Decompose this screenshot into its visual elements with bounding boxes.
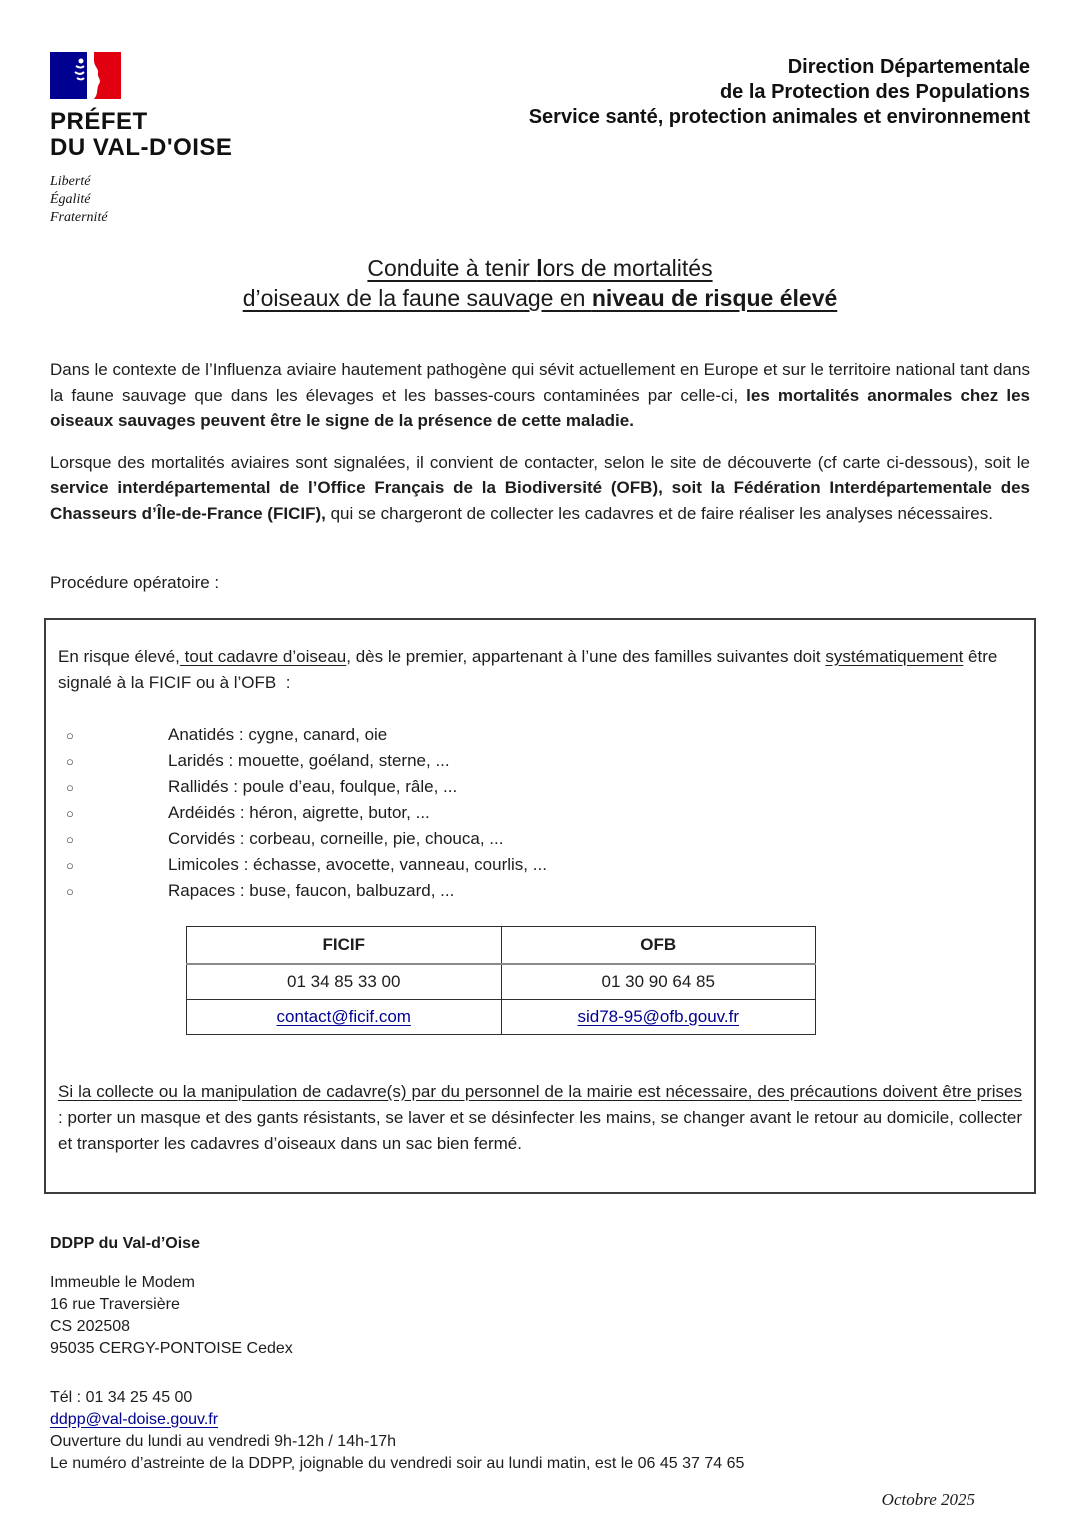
table-email-row <box>187 999 816 1034</box>
list-item-rallides: ○ Rallidés : poule d’eau, foulque, râle, ... <box>58 774 1022 800</box>
org-line-2: de la Protection des Populations <box>719 81 1030 103</box>
prefecture-logo-block <box>50 52 232 227</box>
org-line-1: Direction Départementale <box>787 56 1030 78</box>
context-paragraph: Dans le contexte de l’Influenza aviaire hautement pathogène qui sévit actuellement en Europe et sur le territoire national tant dans la faune sauvage que dans les élevages et les basses-cours contaminées par celle-ci, les mortalités anormales chez les oiseaux sauvages peuvent être le signe de la présence de cette maladie. <box>50 360 1030 430</box>
procedure-box <box>44 618 1036 1194</box>
footer-astreinte: Le numéro d’astreinte de la DDPP, joignable du vendredi soir au lundi matin, est le 06 45 37 74 65 <box>50 1454 745 1472</box>
table-phone-row <box>187 964 816 999</box>
address-line-city: 95035 CERGY-PONTOISE Cedex <box>50 1339 293 1357</box>
address-line-cs: CS 202508 <box>50 1317 131 1335</box>
ofb-phone: 01 30 90 64 85 <box>501 964 816 999</box>
contact-instruction-paragraph: Lorsque des mortalités aviaires sont signalées, il convient de contacter, selon le site de découverte (cf carte ci-dessous), soit le service interdépartemental de l’Office Français de la Biodiversité (OFB), soit la Fédération Interdépartementale des Chasseurs d’Île-de-France (FICIF), qui se chargeront de collecter les cadavres et de faire réaliser les analyses nécessaires. <box>50 452 1030 523</box>
motto-fraternite: Fraternité <box>50 210 108 225</box>
french-flag-marianne-icon <box>50 52 124 100</box>
precautions-paragraph: Si la collecte ou la manipulation de cadavre(s) par du personnel de la mairie est nécessaire, des précautions doivent être prises : porter un masque et des gants résistants, se laver et se désinfecter les mains, se changer avant le retour au domicile, collecter et transporter les cadavres d’oiseaux dans un sac bien fermé. <box>58 1081 1022 1153</box>
footer-org-name: DDPP du Val-d’Oise <box>50 1234 200 1252</box>
document-title <box>50 253 1030 313</box>
procedure-label: Procédure opératoire : <box>50 573 220 592</box>
address-line-street: 16 rue Traversière <box>50 1295 180 1313</box>
list-item-corvides: ○ Corvidés : corbeau, corneille, pie, chouca, ... <box>58 826 1022 852</box>
prefecture-name-line2: DU VAL-D'OISE <box>50 134 233 161</box>
table-header-ofb: OFB <box>501 926 816 964</box>
title-line-1: Conduite à tenir lors de mortalités <box>367 255 713 281</box>
bird-families-list <box>58 722 1022 904</box>
contact-table <box>186 926 816 1035</box>
list-item-rapaces: ○ Rapaces : buse, faucon, balbuzard, ... <box>58 878 1022 904</box>
document-date: Octobre 2025 <box>881 1490 975 1509</box>
table-header-ficif: FICIF <box>187 926 502 964</box>
org-line-3: Service santé, protection animales et environnement <box>528 106 1030 128</box>
document-header <box>50 0 1030 227</box>
list-item-larides: ○ Laridés : mouette, goéland, sterne, ... <box>58 748 1022 774</box>
table-header-row <box>187 926 816 964</box>
footer-phone: Tél : 01 34 25 45 00 <box>50 1388 193 1406</box>
footer-block <box>50 1235 1030 1475</box>
ficif-email-link[interactable]: contact@ficif.com <box>276 1006 411 1026</box>
motto-egalite: Égalité <box>50 192 91 207</box>
motto-liberte: Liberté <box>50 174 91 189</box>
title-line-2: d’oiseaux de la faune sauvage en niveau de risque élevé <box>242 285 838 311</box>
ficif-phone: 01 34 85 33 00 <box>187 964 502 999</box>
list-item-ardeides: ○ Ardéidés : héron, aigrette, butor, ... <box>58 800 1022 826</box>
issuing-service-block <box>529 52 1030 227</box>
footer-address <box>50 1272 1030 1360</box>
motto <box>50 173 232 227</box>
address-line-building: Immeuble le Modem <box>50 1273 195 1291</box>
ofb-email-link[interactable]: sid78-95@ofb.gouv.fr <box>577 1006 740 1026</box>
footer-hours: Ouverture du lundi au vendredi 9h-12h / 14h-17h <box>50 1432 397 1450</box>
box-intro-paragraph: En risque élevé, tout cadavre d’oiseau, dès le premier, appartenant à l’une des familles suivantes doit systématiquement être signalé à la FICIF ou à l’OFB : <box>58 646 998 692</box>
ddpp-email-link[interactable]: ddpp@val-doise.gouv.fr <box>50 1410 219 1428</box>
list-item-anatides: ○ Anatidés : cygne, canard, oie <box>58 722 1022 748</box>
list-item-limicoles: ○ Limicoles : échasse, avocette, vanneau, courlis, ... <box>58 852 1022 878</box>
footer-contact-block <box>50 1387 1030 1475</box>
prefecture-name-line1: PRÉFET <box>50 108 148 135</box>
